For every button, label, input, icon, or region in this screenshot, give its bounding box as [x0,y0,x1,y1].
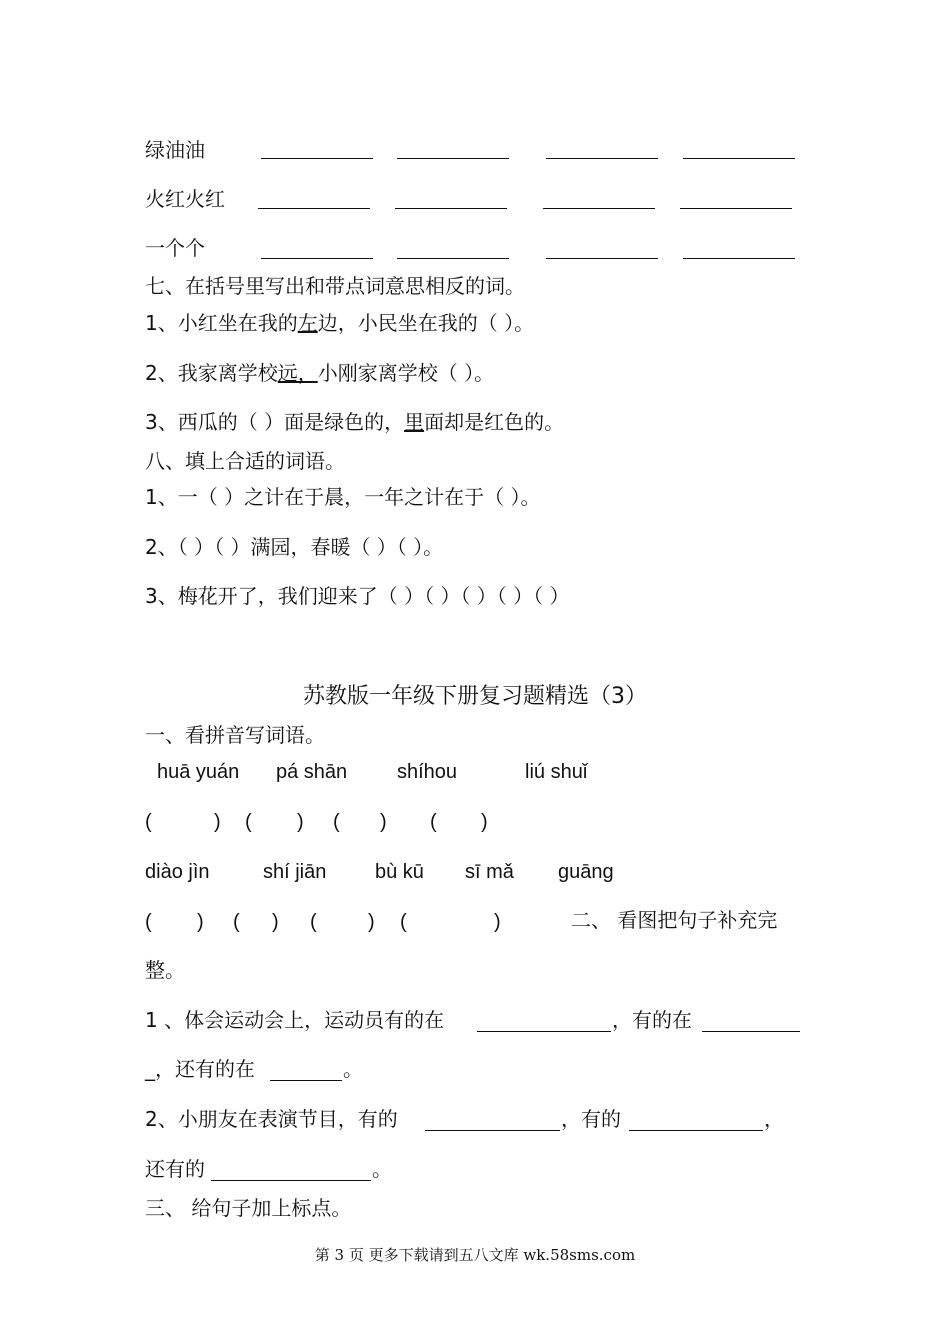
answer-paren[interactable]: ) [380,811,387,833]
answer-blank[interactable] [397,258,509,259]
pinyin-2: pá shān [276,761,348,783]
answer-paren[interactable]: ) [368,911,375,933]
answer-paren[interactable]: ( [400,911,407,933]
section8-question-3: 3、梅花开了，我们迎来了（ ）（ ）（ ）（ ）（ ） [145,584,570,608]
section7-heading: 七、在括号里写出和带点词意思相反的词。 [145,274,525,298]
pinyin-1: huā yuán [157,761,240,783]
answer-blank[interactable] [546,258,658,259]
answer-paren[interactable]: ) [214,811,221,833]
part3-heading: 三、 给句子加上标点。 [145,1196,352,1220]
part2-question-2-mid: ，有的 [561,1107,621,1131]
section8-question-2: 2、（ ）（ ）满园，春暖（ ）（ ）。 [145,535,444,559]
answer-paren[interactable]: ) [481,811,488,833]
part2-question-2-end: 。 [372,1157,392,1181]
part2-question-1-end: 。 [343,1057,363,1081]
pinyin-7: bù kū [375,861,424,883]
answer-paren[interactable]: ) [272,911,279,933]
part2-question-2-cont: 还有的 [145,1157,205,1181]
section7-question-2: 2、我家离学校远，小刚家离学校（ ）。 [145,361,495,385]
dotted-word: 远， [277,361,318,385]
answer-blank[interactable] [629,1130,763,1131]
page-title: 苏教版一年级下册复习题精选（3） [303,684,647,709]
section8-question-1: 1、一（ ）之计在于晨，一年之计在于（ ）。 [145,485,541,509]
answer-blank[interactable] [397,158,509,159]
answer-blank[interactable] [683,258,795,259]
answer-blank[interactable] [683,158,795,159]
answer-paren[interactable]: ( [333,811,340,833]
word-row-1-label: 绿油油 [145,138,205,162]
part1-heading: 一、看拼音写词语。 [145,723,325,747]
part2-heading-cont: 整。 [145,958,185,982]
answer-blank[interactable] [546,158,658,159]
part2-question-2: 2、小朋友在表演节目，有的 [145,1107,398,1131]
part2-question-1: 1 、体会运动会上，运动员有的在 [145,1008,445,1032]
answer-paren[interactable]: ( [245,811,252,833]
answer-blank[interactable] [258,208,370,209]
pinyin-8: sī mǎ [465,861,514,883]
answer-paren[interactable]: ) [197,911,204,933]
answer-blank[interactable] [477,1031,611,1032]
word-row-2-label: 火红火红 [145,187,225,211]
pinyin-9: guāng [558,861,614,883]
part2-question-1-cont: _，还有的在 [145,1057,255,1081]
section7-question-3: 3、西瓜的（ ）面是绿色的，里面却是红色的。 [145,410,565,434]
answer-paren[interactable]: ( [310,911,317,933]
answer-paren[interactable]: ) [297,811,304,833]
pinyin-4: liú shuǐ [525,761,588,783]
answer-blank[interactable] [395,208,507,209]
answer-blank[interactable] [543,208,655,209]
part2-question-1-mid: ，有的在 [612,1008,692,1032]
answer-blank[interactable] [261,258,373,259]
answer-blank[interactable] [211,1180,371,1181]
answer-blank[interactable] [702,1031,800,1032]
dotted-word: 左 [297,311,318,335]
part2-heading: 二、 看图把句子补充完 [571,908,778,932]
pinyin-5: diào jìn [145,861,210,883]
answer-blank[interactable] [261,158,373,159]
page-footer: 第 3 页 更多下载请到五八文库 wk.58sms.com [314,1246,636,1264]
answer-paren[interactable]: ( [145,911,152,933]
answer-paren[interactable]: ( [430,811,437,833]
part2-question-2-comma: ， [764,1107,784,1131]
answer-blank[interactable] [270,1080,342,1081]
word-row-3-label: 一个个 [145,236,205,260]
pinyin-3: shíhou [397,761,458,783]
answer-blank[interactable] [425,1130,560,1131]
answer-blank[interactable] [680,208,792,209]
answer-paren[interactable]: ( [145,811,152,833]
dotted-word: 里 [404,410,425,434]
section8-heading: 八、填上合适的词语。 [145,449,345,473]
answer-paren[interactable]: ( [233,911,240,933]
section7-question-1: 1、小红坐在我的左边，小民坐在我的（ ）。 [145,311,535,335]
pinyin-6: shí jiān [263,861,327,883]
answer-paren[interactable]: ) [494,911,501,933]
